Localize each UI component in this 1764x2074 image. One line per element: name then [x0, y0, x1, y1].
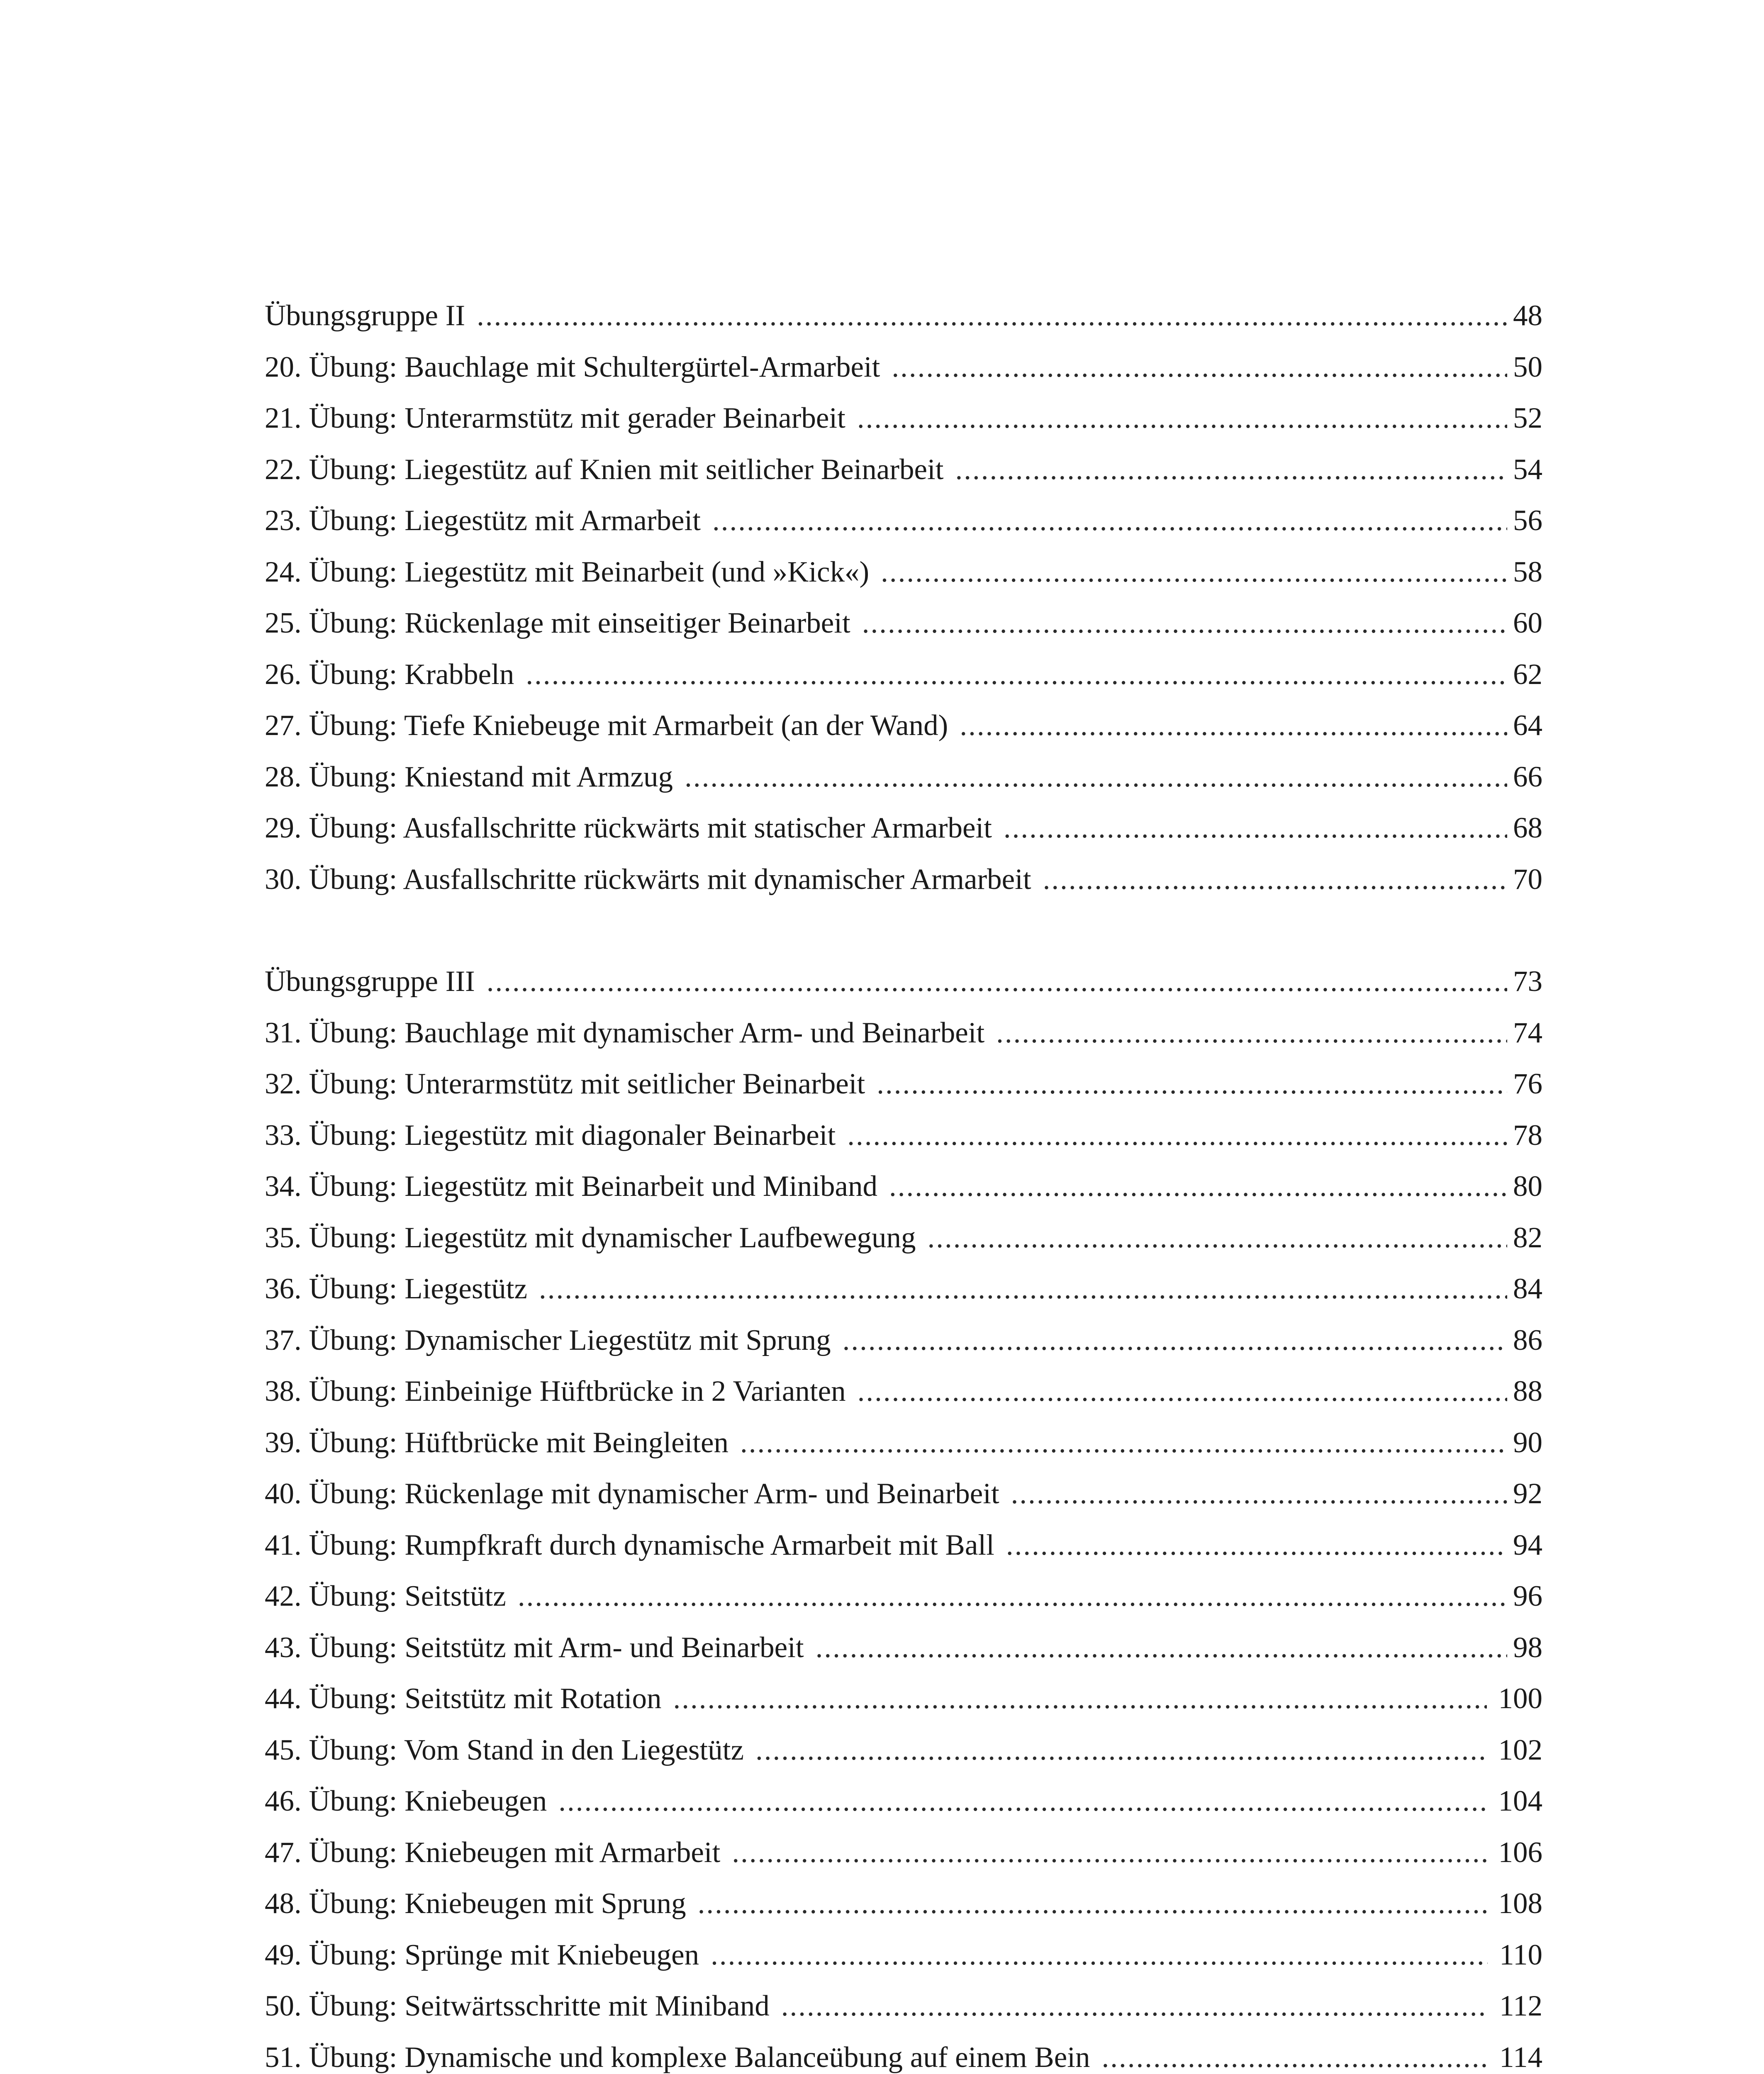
toc-entry-title: 25. Übung: Rückenlage mit einseitiger Beinarbeit — [265, 607, 850, 639]
toc-entry-page: 80 — [1513, 1170, 1542, 1203]
toc-entry-title: 36. Übung: Liegestütz — [265, 1273, 527, 1305]
toc-entry-title: 29. Übung: Ausfallschritte rückwärts mit statischer Armarbeit — [265, 812, 992, 844]
toc-entry-page: 96 — [1513, 1580, 1542, 1612]
toc-entry[interactable] — [265, 1930, 1542, 1981]
dot-leader — [673, 1673, 1487, 1725]
toc-entry-page: 92 — [1513, 1478, 1542, 1510]
toc-entry-page: 60 — [1513, 607, 1542, 639]
toc-entry-page: 98 — [1513, 1631, 1542, 1664]
toc-entry[interactable] — [265, 2032, 1542, 2074]
toc-entry[interactable] — [265, 1161, 1542, 1212]
toc-entry-title: 41. Übung: Rumpfkraft durch dynamische Armarbeit mit Ball — [265, 1529, 994, 1561]
dot-leader — [1102, 2032, 1488, 2074]
toc-entry-page: 54 — [1513, 453, 1542, 486]
dot-leader — [881, 547, 1507, 598]
toc-entry[interactable] — [265, 598, 1542, 649]
dot-leader — [847, 1110, 1507, 1161]
toc-entry-page: 73 — [1513, 965, 1542, 998]
dot-leader — [526, 649, 1507, 701]
toc-entry[interactable] — [265, 1622, 1542, 1674]
toc-entry-title: 21. Übung: Unterarmstütz mit gerader Beinarbeit — [265, 402, 845, 434]
toc-entry-title: 44. Übung: Seitstütz mit Rotation — [265, 1682, 662, 1715]
toc-entry-title: 39. Übung: Hüftbrücke mit Beingleiten — [265, 1426, 729, 1459]
toc-entry-page: 64 — [1513, 709, 1542, 742]
toc-entry[interactable] — [265, 1059, 1542, 1110]
toc-entry[interactable] — [265, 1725, 1542, 1776]
dot-leader — [518, 1571, 1507, 1622]
toc-entry-title: 40. Übung: Rückenlage mit dynamischer Arm- und Beinarbeit — [265, 1478, 999, 1510]
dot-leader — [877, 1059, 1507, 1110]
toc-entry[interactable] — [265, 1878, 1542, 1930]
toc-entry-title: 23. Übung: Liegestütz mit Armarbeit — [265, 504, 701, 537]
toc-entry-page: 106 — [1498, 1836, 1542, 1869]
dot-leader — [711, 1930, 1488, 1981]
toc-entry-title: 32. Übung: Unterarmstütz mit seitlicher Beinarbeit — [265, 1068, 865, 1100]
toc-entry[interactable] — [265, 547, 1542, 598]
toc-entry-page: 100 — [1498, 1682, 1542, 1715]
dot-leader — [928, 1212, 1508, 1264]
toc-entry-title: 48. Übung: Kniebeugen mit Sprung — [265, 1887, 686, 1920]
dot-leader — [892, 342, 1507, 393]
toc-entry[interactable] — [265, 1212, 1542, 1264]
toc-entry[interactable] — [265, 752, 1542, 803]
toc-entry-page: 114 — [1499, 2041, 1542, 2074]
dot-leader — [955, 444, 1507, 496]
toc-entry-title: 43. Übung: Seitstütz mit Arm- und Beinarbeit — [265, 1631, 804, 1664]
toc-entry[interactable] — [265, 700, 1542, 752]
dot-leader — [755, 1725, 1487, 1776]
toc-entry-title: 27. Übung: Tiefe Kniebeuge mit Armarbeit (an der Wand) — [265, 709, 948, 742]
toc-entry[interactable] — [265, 393, 1542, 444]
toc-entry[interactable] — [265, 1417, 1542, 1469]
toc-entry-page: 104 — [1498, 1785, 1542, 1817]
toc-entry[interactable] — [265, 1263, 1542, 1315]
toc-entry[interactable] — [265, 1110, 1542, 1161]
toc-entry[interactable] — [265, 1673, 1542, 1725]
dot-leader — [477, 290, 1507, 342]
toc-entry-title: 49. Übung: Sprünge mit Kniebeugen — [265, 1938, 699, 1971]
toc-group-uebungsgruppe-iii — [265, 956, 1542, 2074]
toc-entry-title: 50. Übung: Seitwärtsschritte mit Miniband — [265, 1990, 770, 2022]
toc-entry[interactable] — [265, 342, 1542, 393]
toc-entry-page: 58 — [1513, 555, 1542, 588]
toc-entry[interactable] — [265, 1315, 1542, 1366]
toc-entry-page: 86 — [1513, 1324, 1542, 1356]
dot-leader — [996, 1008, 1507, 1059]
toc-entry-title: 37. Übung: Dynamischer Liegestütz mit Sprung — [265, 1324, 831, 1356]
toc-entry-title: 45. Übung: Vom Stand in den Liegestütz — [265, 1733, 744, 1766]
toc-entry-title: 31. Übung: Bauchlage mit dynamischer Arm- und Beinarbeit — [265, 1016, 985, 1049]
toc-entry-page: 84 — [1513, 1273, 1542, 1305]
dot-leader — [857, 393, 1507, 444]
toc-entry-page: 66 — [1513, 760, 1542, 793]
toc-entry[interactable] — [265, 1468, 1542, 1520]
toc-entry-page: 102 — [1498, 1733, 1542, 1766]
toc-entry[interactable] — [265, 1366, 1542, 1417]
toc-entry-title: 51. Übung: Dynamische und komplexe Balanceübung auf einem Bein — [265, 2041, 1090, 2074]
dot-leader — [1004, 803, 1507, 854]
toc-entry[interactable] — [265, 444, 1542, 496]
toc-entry-page: 70 — [1513, 863, 1542, 896]
toc-entry-page: 94 — [1513, 1529, 1542, 1561]
toc-entry-title: 28. Übung: Kniestand mit Armzug — [265, 760, 673, 793]
dot-leader — [1006, 1520, 1507, 1571]
dot-leader — [1043, 854, 1507, 906]
toc-entry-title: 35. Übung: Liegestütz mit dynamischer Laufbewegung — [265, 1221, 916, 1254]
dot-leader — [539, 1263, 1507, 1315]
toc-entry-page: 74 — [1513, 1016, 1542, 1049]
toc-entry[interactable] — [265, 1776, 1542, 1827]
dot-leader — [889, 1161, 1507, 1212]
toc-entry[interactable] — [265, 1981, 1542, 2032]
toc-entry-page: 90 — [1513, 1426, 1542, 1459]
toc-entry-title: Übungsgruppe II — [265, 299, 465, 332]
toc-entry-page: 50 — [1513, 351, 1542, 383]
toc-entry-title: 46. Übung: Kniebeugen — [265, 1785, 547, 1817]
toc-entry[interactable] — [265, 1827, 1542, 1879]
dot-leader — [862, 598, 1507, 649]
toc-entry-page: 68 — [1513, 812, 1542, 844]
dot-leader — [732, 1827, 1486, 1879]
toc-entry-page: 62 — [1513, 658, 1542, 691]
dot-leader — [558, 1776, 1486, 1827]
toc-entry[interactable] — [265, 290, 1542, 342]
dot-leader — [712, 495, 1507, 547]
toc-entry[interactable] — [265, 495, 1542, 547]
toc-entry-page: 108 — [1498, 1887, 1542, 1920]
toc-entry[interactable] — [265, 1571, 1542, 1622]
toc-entry-title: 47. Übung: Kniebeugen mit Armarbeit — [265, 1836, 721, 1869]
toc-entry-title: 38. Übung: Einbeinige Hüftbrücke in 2 Varianten — [265, 1375, 846, 1407]
toc-entry-title: 30. Übung: Ausfallschritte rückwärts mit dynamischer Armarbeit — [265, 863, 1031, 896]
dot-leader — [781, 1981, 1488, 2032]
toc-entry-title: 20. Übung: Bauchlage mit Schultergürtel-Armarbeit — [265, 351, 880, 383]
dot-leader — [858, 1366, 1507, 1417]
table-of-contents — [265, 290, 1542, 2074]
toc-entry-page: 52 — [1513, 402, 1542, 434]
dot-leader — [487, 956, 1507, 1008]
toc-entry-page: 88 — [1513, 1375, 1542, 1407]
toc-entry[interactable] — [265, 956, 1542, 1008]
toc-entry[interactable] — [265, 854, 1542, 906]
dot-leader — [1011, 1468, 1507, 1520]
toc-entry-page: 48 — [1513, 299, 1542, 332]
toc-entry-title: Übungsgruppe III — [265, 965, 475, 998]
dot-leader — [843, 1315, 1507, 1366]
toc-entry[interactable] — [265, 649, 1542, 701]
toc-entry-page: 110 — [1499, 1938, 1542, 1971]
dot-leader — [740, 1417, 1507, 1469]
toc-entry-title: 26. Übung: Krabbeln — [265, 658, 514, 691]
toc-entry-title: 22. Übung: Liegestütz auf Knien mit seitlicher Beinarbeit — [265, 453, 944, 486]
toc-entry-page: 112 — [1499, 1990, 1542, 2022]
toc-entry-title: 33. Übung: Liegestütz mit diagonaler Beinarbeit — [265, 1119, 836, 1151]
toc-entry-page: 78 — [1513, 1119, 1542, 1151]
toc-entry-page: 82 — [1513, 1221, 1542, 1254]
toc-entry[interactable] — [265, 1008, 1542, 1059]
toc-entry-title: 34. Übung: Liegestütz mit Beinarbeit und Miniband — [265, 1170, 877, 1203]
toc-entry-title: 42. Übung: Seitstütz — [265, 1580, 506, 1612]
dot-leader — [685, 752, 1507, 803]
dot-leader — [698, 1878, 1487, 1930]
toc-entry-title: 24. Übung: Liegestütz mit Beinarbeit (und »Kick«) — [265, 555, 870, 588]
toc-entry-page: 56 — [1513, 504, 1542, 537]
toc-group-uebungsgruppe-ii — [265, 290, 1542, 905]
toc-entry-page: 76 — [1513, 1068, 1542, 1100]
dot-leader — [960, 700, 1507, 752]
toc-entry[interactable] — [265, 1520, 1542, 1571]
dot-leader — [816, 1622, 1507, 1674]
toc-entry[interactable] — [265, 803, 1542, 854]
